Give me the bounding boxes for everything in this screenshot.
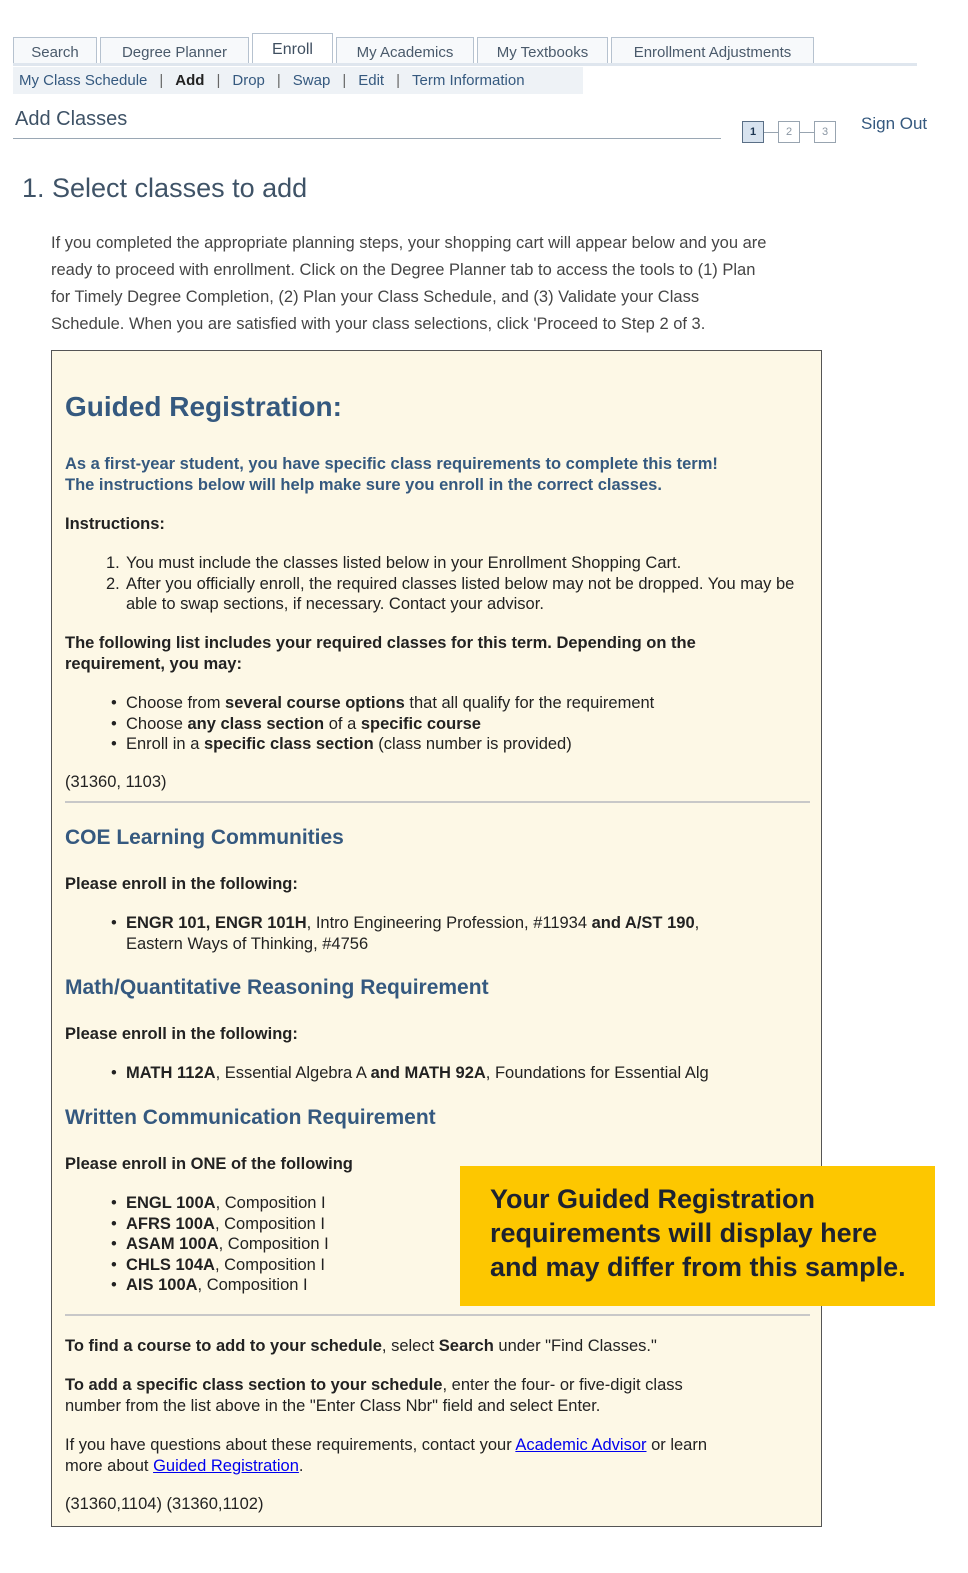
- option-text: Choose: [126, 714, 188, 733]
- course-text: , Intro Engineering Profession, #11934: [306, 914, 592, 932]
- course-code: AFRS 100A: [126, 1214, 215, 1233]
- page-title: Add Classes: [15, 108, 128, 130]
- add-section-text: [65, 1375, 683, 1417]
- list-item: [126, 1234, 456, 1255]
- intro-line: If you completed the appropriate planning steps, your shopping cart will appear below and you are: [51, 234, 767, 252]
- list-item: [106, 553, 816, 574]
- step-2: 2: [778, 121, 800, 143]
- item-number: 2.: [106, 574, 120, 593]
- tab-bar: [13, 33, 817, 66]
- enroll-subnav: [13, 67, 583, 94]
- tab-divider: [13, 63, 917, 66]
- step-connector: [800, 132, 814, 133]
- list-intro-line: requirement, you may:: [65, 655, 242, 673]
- subnav-my-class-schedule[interactable]: My Class Schedule: [19, 72, 148, 89]
- subnav-edit[interactable]: Edit: [358, 72, 385, 89]
- subnav-separator: |: [159, 72, 164, 89]
- course-code: MATH 112A: [126, 1064, 216, 1082]
- reference-codes: (31360,1104) (31360,1102): [65, 1495, 264, 1513]
- header-divider: [13, 138, 721, 139]
- option-text: Choose from: [126, 694, 226, 712]
- intro-line: for Timely Degree Completion, (2) Plan your Class Schedule, and (3) Validate your Class: [51, 288, 700, 306]
- subnav-drop[interactable]: Drop: [232, 72, 265, 89]
- item-number: 1.: [106, 554, 120, 572]
- subnav-swap[interactable]: Swap: [292, 72, 331, 89]
- find-text: , select: [381, 1337, 439, 1355]
- math-list: [126, 1063, 816, 1084]
- find-text: under "Find Classes.": [493, 1337, 657, 1355]
- subnav-separator: |: [396, 72, 400, 89]
- intro-text: [51, 230, 841, 338]
- course-code: ENGL 100A: [126, 1194, 216, 1212]
- section-title: 1. Select classes to add: [22, 173, 308, 203]
- sign-out-link[interactable]: Sign Out: [861, 114, 928, 133]
- course-text: , Composition I: [214, 1255, 325, 1274]
- option-bold: specific class section: [203, 735, 374, 754]
- guided-intro-line: The instructions below will help make sure you enroll in the correct classes.: [65, 476, 662, 494]
- coe-list: [126, 913, 806, 954]
- tab-my-textbooks[interactable]: My Textbooks: [477, 37, 608, 66]
- callout-line: and may differ from this sample.: [490, 1252, 906, 1282]
- math-label: Please enroll in the following:: [65, 1025, 298, 1043]
- subnav-add[interactable]: Add: [175, 72, 205, 89]
- questions-text-part: more about: [65, 1457, 154, 1475]
- tab-enrollment-adjustments[interactable]: Enrollment Adjustments: [611, 37, 814, 66]
- option-text: (class number is provided): [373, 735, 572, 754]
- guided-registration-link[interactable]: Guided Registration: [153, 1457, 299, 1475]
- list-intro-line: The following list includes your required classes for this term. Depending on the: [65, 634, 696, 652]
- find-course-text: [65, 1336, 657, 1357]
- add-bold: To add a specific class section to your schedule: [65, 1376, 443, 1394]
- callout-line: requirements will display here: [490, 1218, 878, 1248]
- option-text: that all qualify for the requirement: [404, 694, 655, 712]
- list-item: [126, 1063, 816, 1084]
- option-bold: any class section: [187, 714, 325, 733]
- course-code: AIS 100A: [126, 1276, 198, 1295]
- divider: [65, 1314, 810, 1316]
- written-list: [126, 1193, 456, 1296]
- questions-text-part: or learn: [646, 1436, 708, 1454]
- list-item: [126, 1193, 456, 1214]
- list-item: [126, 693, 806, 714]
- add-text: number from the list above in the "Enter Class Nbr" field and select Enter.: [65, 1397, 601, 1415]
- tab-my-academics[interactable]: My Academics: [336, 37, 474, 66]
- academic-advisor-link[interactable]: Academic Advisor: [515, 1436, 647, 1454]
- item-text: After you officially enroll, the required classes listed below may not be dropped. You may be able to swap sections, if necessary. Contact your advisor.: [126, 574, 795, 614]
- find-bold: Search: [438, 1337, 494, 1355]
- guided-registration-panel: [51, 350, 822, 1527]
- option-bold: several course options: [225, 694, 405, 712]
- math-heading: Math/Quantitative Reasoning Requirement: [65, 976, 489, 999]
- option-bold: specific course: [360, 714, 481, 733]
- course-code: and A/ST 190: [591, 914, 695, 932]
- subnav-separator: |: [216, 72, 221, 89]
- find-bold: To find a course to add to your schedule: [65, 1337, 382, 1355]
- step-3: 3: [814, 121, 836, 143]
- subnav-separator: |: [342, 72, 347, 89]
- course-text: , Composition I: [218, 1235, 329, 1254]
- subnav-separator: |: [276, 72, 281, 89]
- course-code: ENGR 101, ENGR 101H: [126, 914, 307, 932]
- list-intro: [65, 633, 696, 675]
- tab-search[interactable]: Search: [13, 37, 97, 66]
- list-item: [126, 1275, 456, 1296]
- sample-callout: [460, 1166, 935, 1306]
- options-list: [126, 693, 806, 755]
- add-text: , enter the four- or five-digit class: [442, 1376, 683, 1394]
- step-connector: [764, 132, 778, 133]
- divider: [65, 801, 810, 803]
- option-text: of a: [324, 714, 361, 733]
- subnav-term-information[interactable]: Term Information: [412, 72, 525, 89]
- item-text: You must include the classes listed below in your Enrollment Shopping Cart.: [126, 554, 682, 572]
- guided-title: Guided Registration:: [65, 391, 342, 422]
- list-item: [126, 913, 806, 954]
- questions-text: [65, 1435, 707, 1477]
- questions-text-part: .: [298, 1457, 304, 1475]
- intro-line: ready to proceed with enrollment. Click on the Degree Planner tab to access the tools to (1) Plan: [51, 261, 756, 279]
- instructions-list: [106, 553, 816, 615]
- course-text: , Foundations for Essential Alg: [485, 1064, 709, 1082]
- list-item: [126, 1255, 456, 1276]
- questions-text-part: If you have questions about these requirements, contact your: [65, 1436, 516, 1454]
- step-1: 1: [742, 121, 764, 143]
- course-text: , Composition I: [197, 1276, 308, 1295]
- written-label: Please enroll in ONE of the following: [65, 1155, 353, 1173]
- course-text: Eastern Ways of Thinking, #4756: [126, 934, 369, 953]
- coe-heading: COE Learning Communities: [65, 826, 344, 849]
- course-text: , Composition I: [214, 1214, 325, 1233]
- instructions-label: Instructions:: [65, 515, 165, 533]
- coe-label: Please enroll in the following:: [65, 875, 298, 893]
- list-item: [126, 714, 806, 735]
- reference-code: (31360, 1103): [65, 773, 167, 791]
- course-text: ,: [694, 914, 700, 932]
- list-item: [126, 1214, 456, 1235]
- course-code: CHLS 104A: [126, 1255, 215, 1274]
- step-indicator: [742, 121, 836, 143]
- tab-enroll[interactable]: Enroll: [252, 33, 333, 66]
- guided-intro: [65, 454, 805, 496]
- callout-line: Your Guided Registration: [490, 1184, 816, 1214]
- list-item: [106, 574, 816, 615]
- written-heading: Written Communication Requirement: [65, 1106, 436, 1129]
- course-text: , Essential Algebra A: [215, 1064, 371, 1082]
- intro-line: Schedule. When you are satisfied with your class selections, click 'Proceed to Step 2 of 3.: [51, 315, 706, 333]
- option-text: Enroll in a: [126, 735, 204, 754]
- tab-degree-planner[interactable]: Degree Planner: [100, 37, 249, 66]
- course-text: , Composition I: [215, 1194, 326, 1212]
- course-code: and MATH 92A: [370, 1064, 486, 1082]
- list-item: [126, 734, 806, 755]
- guided-intro-line: As a first-year student, you have specific class requirements to complete this term!: [65, 455, 718, 473]
- course-code: ASAM 100A: [126, 1235, 219, 1254]
